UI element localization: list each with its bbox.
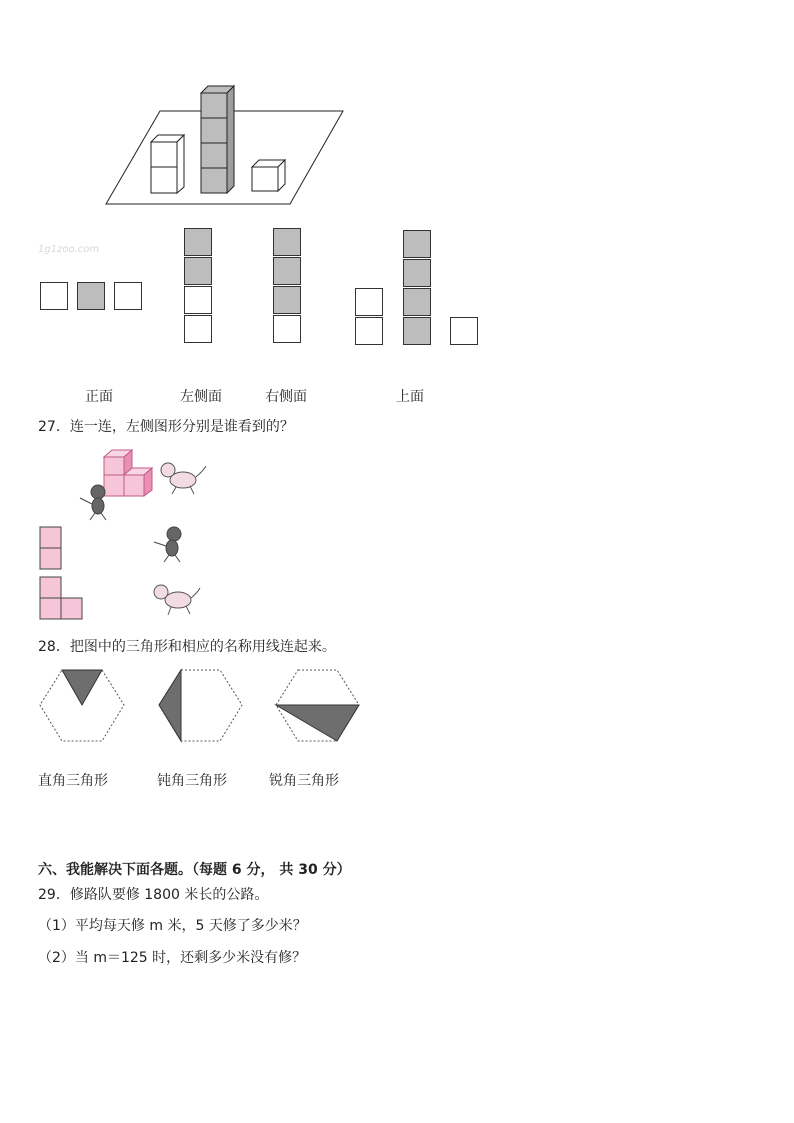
q27-text: 27．连一连，左侧图形分别是谁看到的？ [38,419,294,435]
dog-illustration-top [161,463,206,494]
monkey-illustration-middle [154,527,181,562]
monkey-illustration-top [80,485,106,520]
q29-subquestion-1: （1）平均每天修 m 米，5 天修了多少米？ [38,918,307,934]
label-top-view: 上面 [396,389,424,405]
view-shape-vertical [40,527,61,569]
q27-figure [0,440,794,640]
hexagon-right-triangle [40,670,124,741]
label-acute-triangle: 锐角三角形 [269,773,339,789]
q28-hexagons [0,665,794,755]
watermark-text: 1g1zoo.com [38,244,100,255]
left-cube-stack [151,135,184,193]
hexagon-acute-triangle [276,670,359,741]
section-6-title: 六、我能解决下面各题。（每题 6 分， 共 30 分） [38,862,351,878]
tall-cube-stack [201,86,234,193]
label-front-view: 正面 [85,389,113,405]
q28-text: 28．把图中的三角形和相应的名称用线连起来。 [38,639,336,655]
q29-subquestion-2: （2）当 m＝125 时，还剩多少米没有修？ [38,950,307,966]
label-right-triangle: 直角三角形 [38,773,108,789]
single-cube [252,160,285,191]
dog-illustration-bottom [154,585,200,615]
label-right-view: 右侧面 [265,389,307,405]
view-shape-l [40,577,82,619]
hexagon-obtuse-triangle [159,670,242,741]
pink-cube-block [104,450,152,496]
cube-scene-figure [0,0,794,220]
label-left-view: 左侧面 [180,389,222,405]
label-obtuse-triangle: 钝角三角形 [157,773,227,789]
q29-text: 29．修路队要修 1800 米长的公路。 [38,887,269,903]
